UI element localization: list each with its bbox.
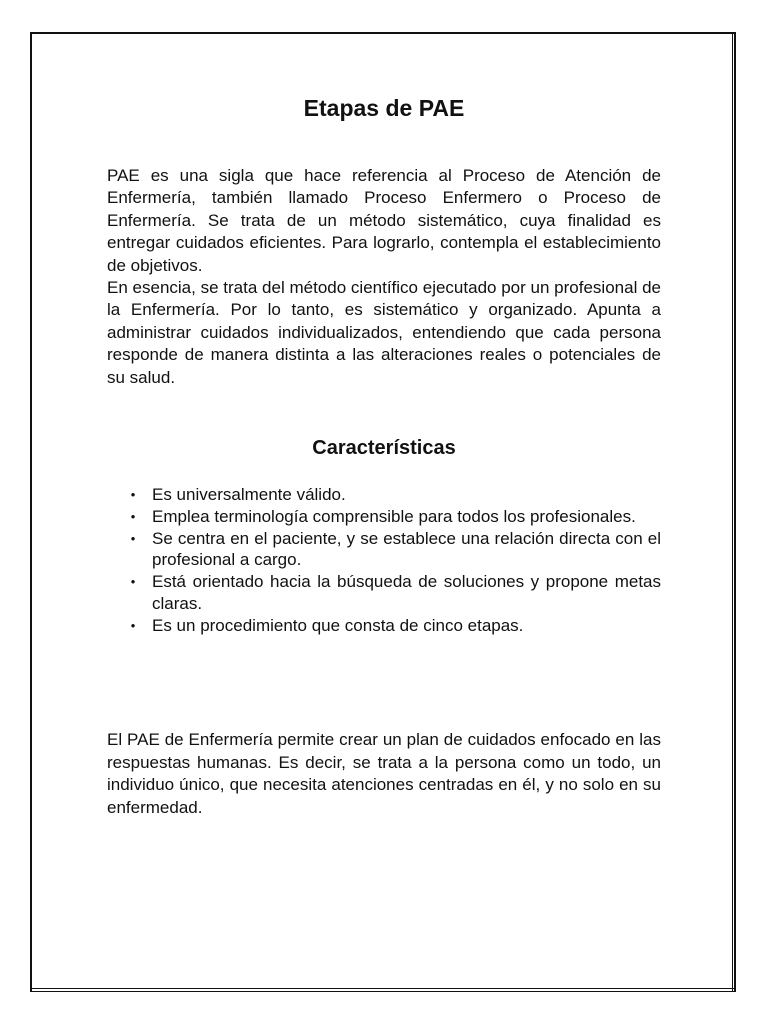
- features-list: [130, 484, 661, 637]
- list-item: [130, 571, 661, 615]
- page-border-double-right: [732, 32, 733, 992]
- page-border-double-bottom: [30, 988, 736, 989]
- document-title: Etapas de PAE: [303, 95, 465, 121]
- list-item: [130, 615, 661, 637]
- list-item: [130, 506, 661, 528]
- bullet-icon: •: [130, 617, 136, 633]
- bullet-icon: •: [130, 574, 136, 590]
- intro-paragraph-2: En esencia, se trata del método científico ejecutado por un profesional de la Enfermería. Por lo tanto, es sistemático y organizado. Apunta a administrar cuidados individualizados, entendiendo que cada persona responde de manera distinta a las alteraciones reales o potenciales de su salud.: [107, 278, 661, 387]
- feature-text: Se centra en el paciente, y se establece una relación directa con el profesional a cargo.: [152, 528, 661, 570]
- feature-text: Es universalmente válido.: [152, 485, 346, 504]
- intro-paragraph-1: PAE es una sigla que hace referencia al Proceso de Atención de Enfermería, también llamado Proceso Enfermero o Proceso de Enfermería. Se trata de un método sistemático, cuya finalidad es entregar cuidados eficientes. Para lograrlo, contempla el establecimiento de objetivos.: [107, 166, 661, 275]
- feature-text: Es un procedimiento que consta de cinco etapas.: [152, 615, 524, 635]
- bullet-icon: •: [130, 487, 136, 502]
- bullet-icon: •: [130, 508, 136, 524]
- bullet-icon: •: [130, 530, 136, 546]
- features-heading: Características: [312, 437, 456, 459]
- intro-section: [107, 165, 661, 389]
- closing-paragraph: El PAE de Enfermería permite crear un plan de cuidados enfocado en las respuestas humanas. Es decir, se trata a la persona como un todo, un individuo único, que necesita atenciones centradas en él, y no solo en su enfermedad.: [107, 730, 661, 817]
- feature-text: Emplea terminología comprensible para todos los profesionales.: [152, 506, 636, 526]
- list-item: [130, 528, 661, 572]
- list-item: [130, 484, 661, 506]
- feature-text: Está orientado hacia la búsqueda de soluciones y propone metas claras.: [152, 572, 661, 613]
